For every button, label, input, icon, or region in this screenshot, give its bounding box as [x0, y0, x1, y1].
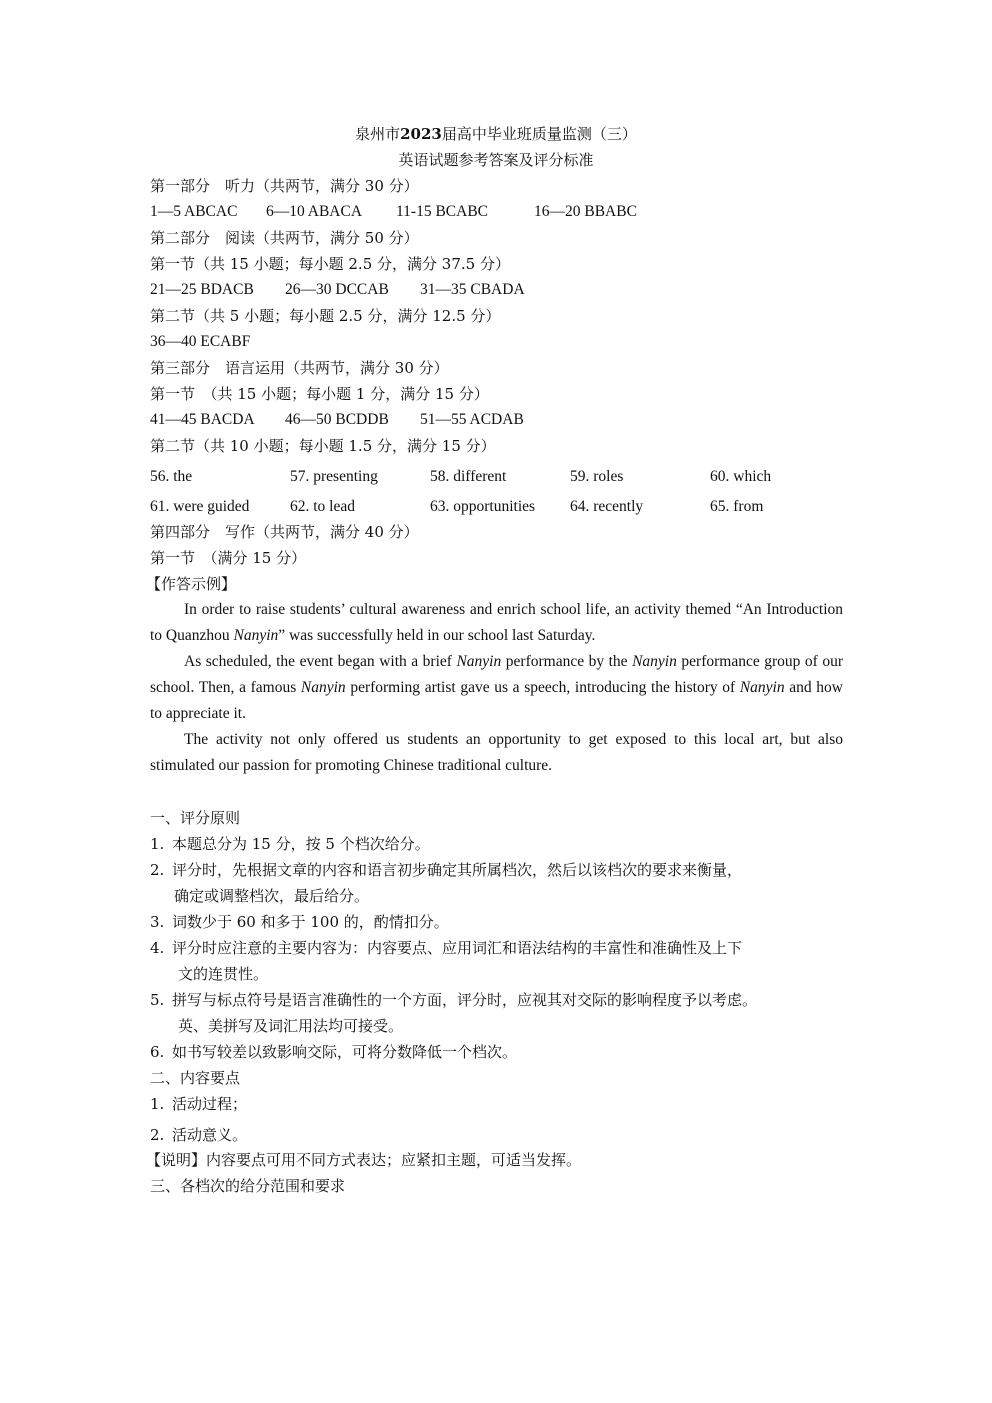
- grading-principles-heading: 一、评分原则: [150, 809, 241, 827]
- grading-item: 6. 如书写较差以致影响交际，可将分数降低一个档次。: [150, 1043, 518, 1061]
- grid-answer: 56. the: [150, 468, 193, 485]
- grid-answer: 62. to lead: [290, 498, 355, 515]
- score-range-heading: 三、各档次的给分范围和要求: [150, 1177, 346, 1195]
- part4-section1-heading: 第一节 （满分 15 分）: [150, 549, 307, 567]
- grid-answer: 57. presenting: [290, 468, 378, 485]
- answer-group: 16—20 BBABC: [534, 203, 637, 220]
- page-title: [0, 124, 992, 144]
- answer-group: 51—55 ACDAB: [420, 411, 524, 428]
- part2-section2-heading: 第二节（共 5 小题；每小题 2.5 分，满分 12.5 分）: [150, 307, 501, 325]
- answer-group: 6—10 ABACA: [266, 203, 363, 220]
- sample-heading: 【作答示例】: [146, 575, 237, 593]
- part2-section1-heading: 第一节（共 15 小题；每小题 2.5 分，满分 37.5 分）: [150, 255, 510, 273]
- grading-item: 3. 词数少于 60 和多于 100 的，酌情扣分。: [150, 913, 449, 931]
- sample-paragraph-1: In order to raise students’ cultural awareness and enrich school life, an activity themed “An Introduction to Quanzhou Nanyin” was successfully held in our school last Saturday.: [150, 601, 843, 644]
- grid-answer: 58. different: [430, 468, 507, 485]
- grading-item: 5. 拼写与标点符号是语言准确性的一个方面，评分时，应视其对交际的影响程度予以考虑。 英、美拼写及词汇用法均可接受。: [150, 991, 758, 1035]
- part3-section1-heading: 第一节 （共 15 小题；每小题 1 分，满分 15 分）: [150, 385, 489, 403]
- grading-item: 1. 本题总分为 15 分，按 5 个档次给分。: [150, 835, 430, 853]
- title-year: 2023: [400, 125, 442, 143]
- grid-answer: 63. opportunities: [430, 498, 536, 515]
- grid-answer: 65. from: [710, 498, 764, 515]
- grading-item: 4. 评分时应注意的主要内容为：内容要点、应用词汇和语法结构的丰富性和准确性及上下 文的连贯性。: [150, 939, 743, 983]
- grading-item: 2. 评分时，先根据文章的内容和语言初步确定其所属档次，然后以该档次的要求来衡量， 确定或调整档次，最后给分。: [150, 861, 743, 905]
- answer-group: 11-15 BCABC: [396, 203, 489, 220]
- part3-heading: 第三部分 语言运用（共两节，满分 30 分）: [150, 359, 449, 377]
- answer-group: 21—25 BDACB: [150, 281, 254, 298]
- part4-heading: 第四部分 写作（共两节，满分 40 分）: [150, 523, 419, 541]
- part2-heading: 第二部分 阅读（共两节，满分 50 分）: [150, 229, 419, 247]
- part3-section2-heading: 第二节（共 10 小题；每小题 1.5 分，满分 15 分）: [150, 437, 496, 455]
- title-prefix: 泉州市: [355, 125, 401, 143]
- note-text: 【说明】内容要点可用不同方式表达；应紧扣主题，可适当发挥。: [146, 1151, 582, 1169]
- content-point: 1. 活动过程；: [150, 1095, 248, 1113]
- content-point: 2. 活动意义。: [150, 1126, 248, 1144]
- grid-answer: 61. were guided: [150, 498, 250, 515]
- sample-paragraph-3: The activity not only offered us students an opportunity to get exposed to this local art, but also stimulated our passion for promoting Chinese traditional culture.: [150, 731, 843, 774]
- answer-group: 31—35 CBADA: [420, 281, 525, 298]
- answer-group: 36—40 ECABF: [150, 333, 251, 350]
- sample-paragraph-2: As scheduled, the event began with a brief Nanyin performance by the Nanyin performance group of our school. Then, a famous Nanyin performing artist gave us a speech, introducing the history of Nanyin and how to appreciate it.: [150, 653, 844, 722]
- answer-group: 41—45 BACDA: [150, 411, 255, 428]
- part1-heading: 第一部分 听力（共两节，满分 30 分）: [150, 177, 419, 195]
- answer-group: 1—5 ABCAC: [150, 203, 238, 220]
- content-points-heading: 二、内容要点: [150, 1069, 241, 1087]
- grid-answer: 64. recently: [570, 498, 644, 515]
- page-subtitle: 英语试题参考答案及评分标准: [398, 151, 594, 169]
- answer-group: 46—50 BCDDB: [285, 411, 389, 428]
- answer-group: 26—30 DCCAB: [285, 281, 389, 298]
- grid-answer: 60. which: [710, 468, 772, 485]
- title-suffix: 届高中毕业班质量监测（三）: [441, 125, 637, 143]
- grid-answer: 59. roles: [570, 468, 624, 485]
